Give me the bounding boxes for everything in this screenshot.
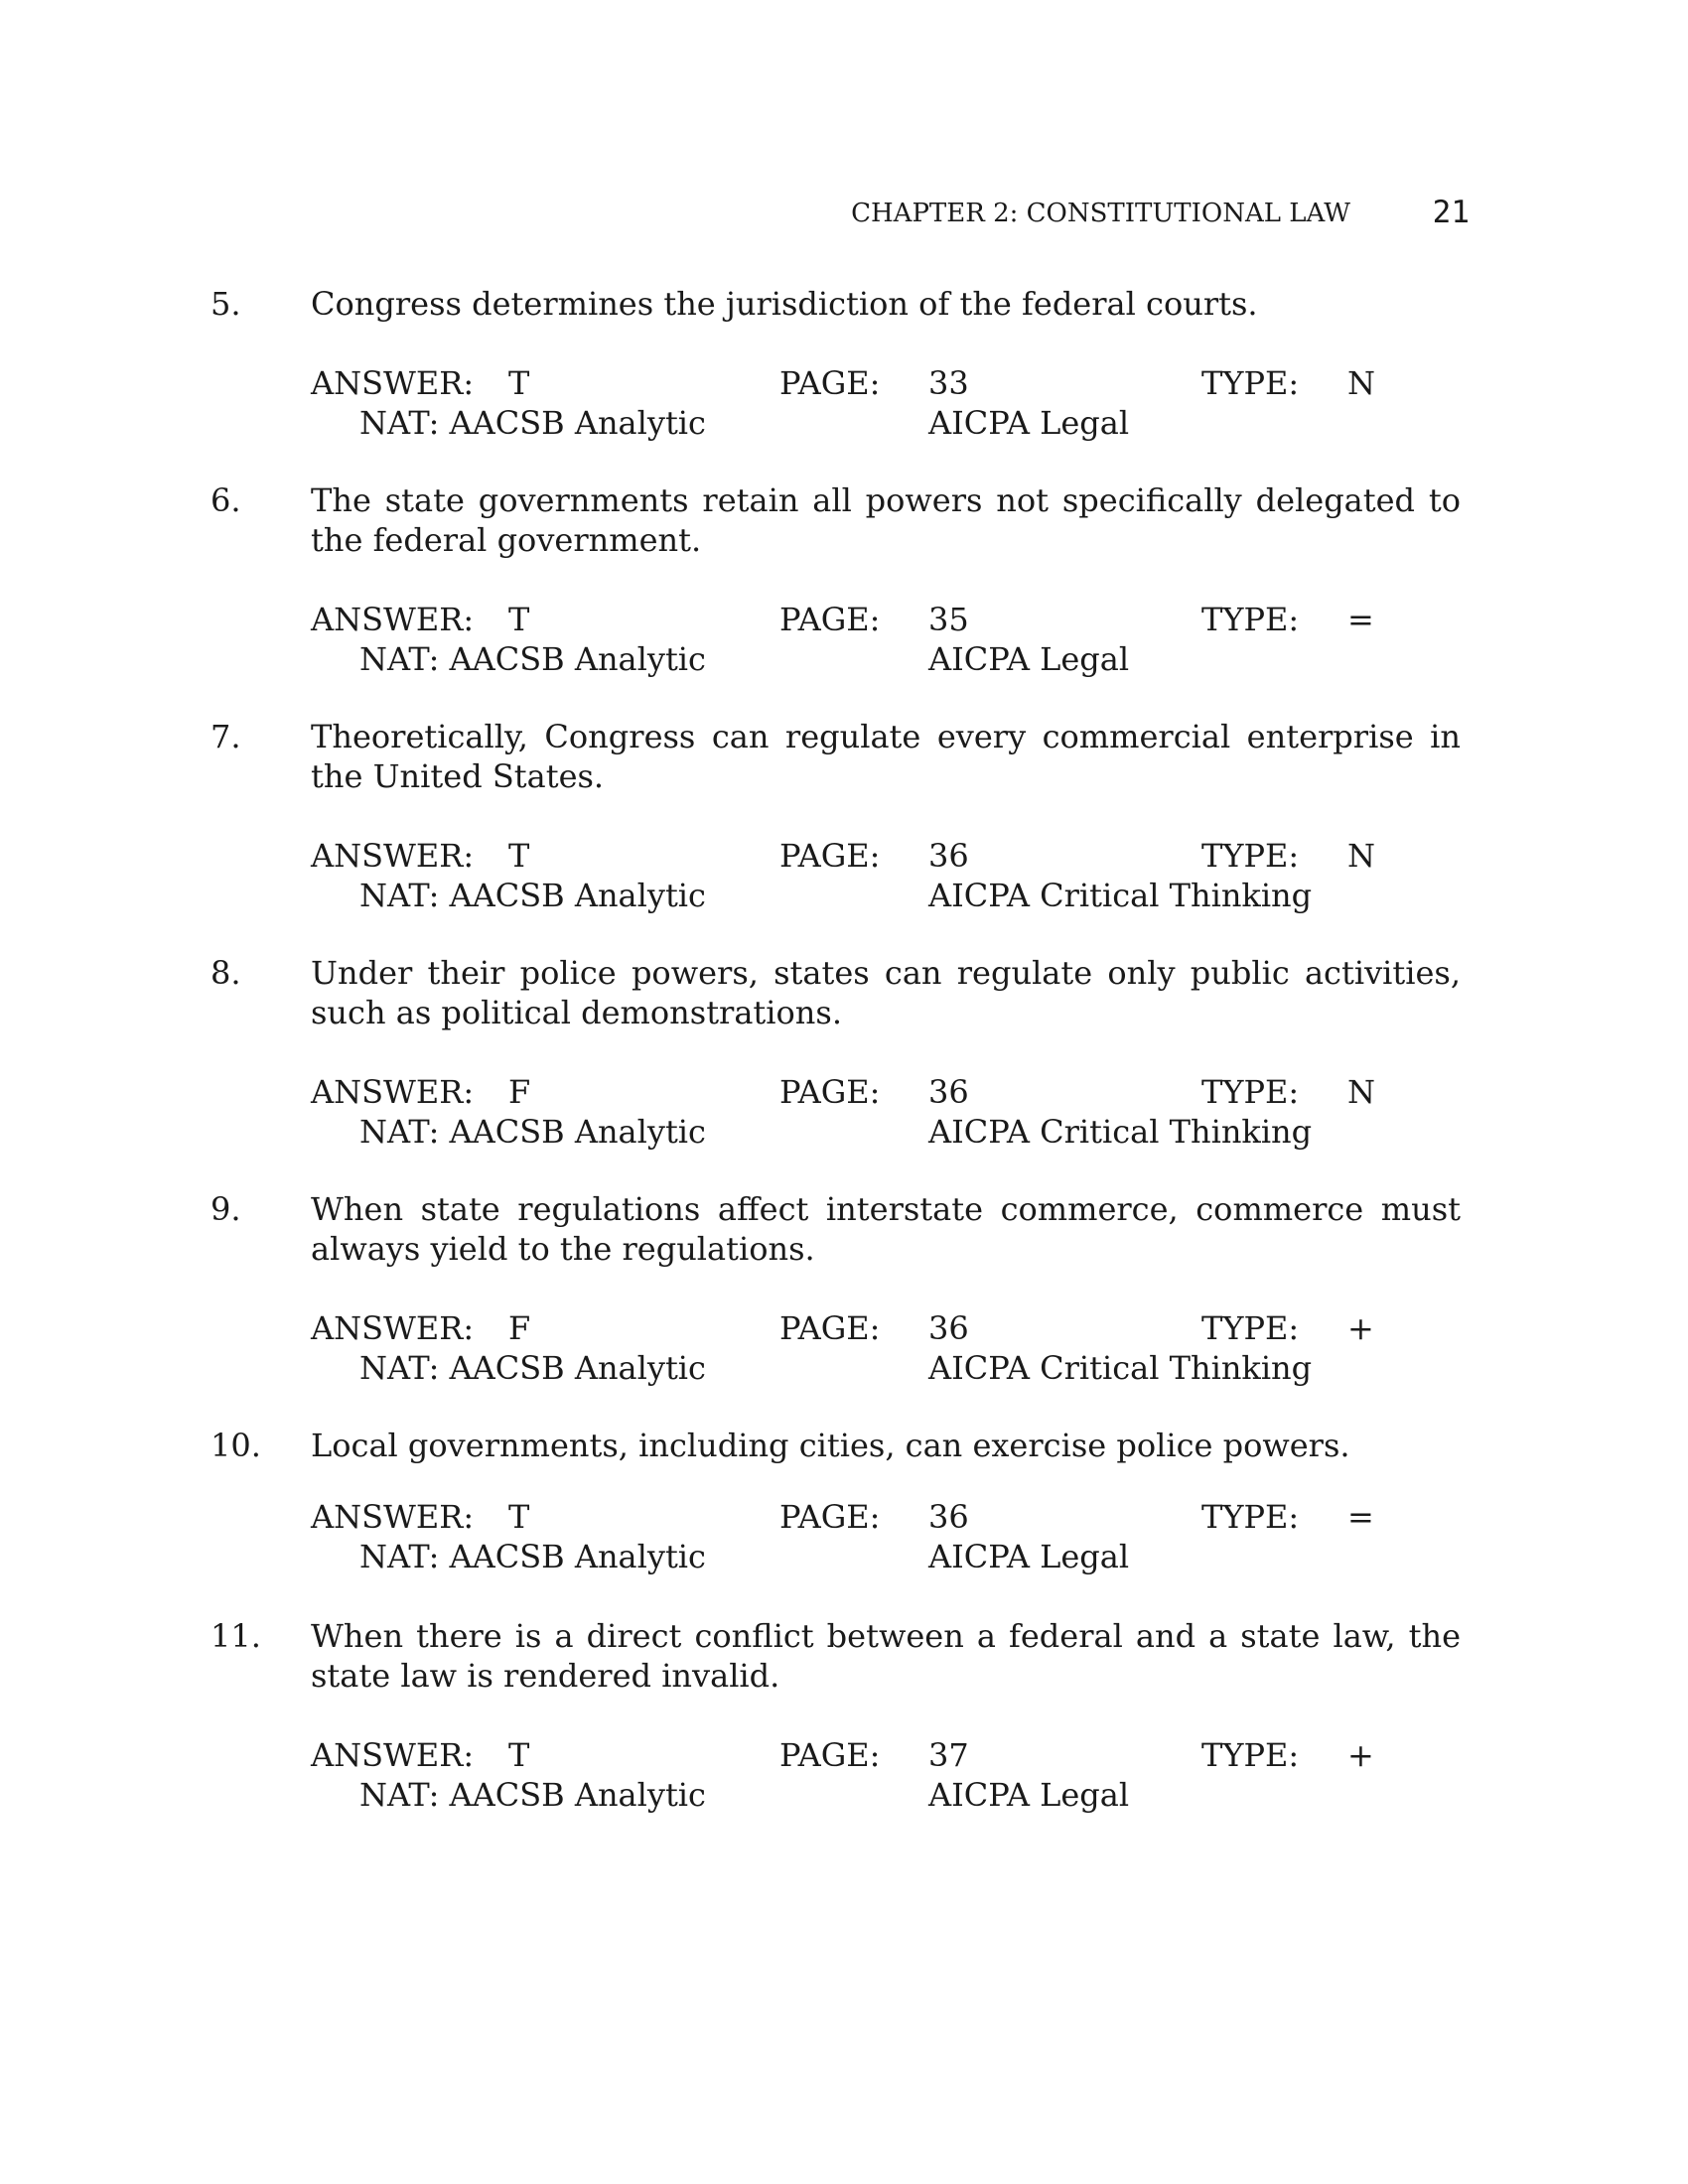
answer-row: [0, 363, 1688, 403]
question-item: [0, 1189, 1688, 1388]
nat-category: NAT: AACSB Analytic: [359, 640, 706, 678]
category-row: [0, 639, 1688, 679]
answer-label: ANSWER:: [311, 601, 475, 638]
nat-category: NAT: AACSB Analytic: [359, 404, 706, 442]
aicpa-category: AICPA Critical Thinking: [928, 1349, 1313, 1387]
answer-value: T: [508, 364, 530, 402]
question-item: [0, 717, 1688, 915]
page-number: 21: [1432, 195, 1470, 230]
question-text: Theoretically, Congress can regulate every commercial enterprise in the United States.: [311, 718, 1461, 795]
nat-category: NAT: AACSB Analytic: [359, 877, 706, 914]
question-number: 11.: [211, 1617, 261, 1655]
question-text: When there is a direct conflict between a federal and a state law, the state law is rendered invalid.: [311, 1617, 1461, 1695]
question-number: 9.: [211, 1190, 241, 1228]
answer-row: [0, 1072, 1688, 1112]
answer-row: [0, 600, 1688, 639]
page-label: PAGE:: [779, 1309, 881, 1347]
nat-category: NAT: AACSB Analytic: [359, 1538, 706, 1575]
page-value: 36: [928, 837, 969, 875]
answer-label: ANSWER:: [311, 1073, 475, 1111]
answer-label: ANSWER:: [311, 837, 475, 875]
type-label: TYPE:: [1201, 1073, 1300, 1111]
page-header: [0, 195, 1688, 238]
page-value: 36: [928, 1309, 969, 1347]
answer-value: F: [508, 1309, 531, 1347]
category-row: [0, 1348, 1688, 1388]
page-value: 37: [928, 1736, 969, 1774]
question-text: The state governments retain all powers not specifically delegated to the federal government.: [311, 481, 1461, 559]
answer-row: [0, 1497, 1688, 1537]
category-row: [0, 1112, 1688, 1152]
type-value: N: [1347, 364, 1375, 402]
page-label: PAGE:: [779, 1498, 881, 1536]
question-number: 7.: [211, 718, 241, 755]
aicpa-category: AICPA Critical Thinking: [928, 1113, 1313, 1151]
answer-label: ANSWER:: [311, 364, 475, 402]
page-label: PAGE:: [779, 1736, 881, 1774]
aicpa-category: AICPA Legal: [928, 1776, 1130, 1814]
question-number: 8.: [211, 954, 241, 992]
question-number: 10.: [211, 1427, 261, 1464]
page-value: 35: [928, 601, 969, 638]
question-item: [0, 1616, 1688, 1815]
question-text: When state regulations affect interstate commerce, commerce must always yield to the regulations.: [311, 1190, 1461, 1268]
answer-row: [0, 836, 1688, 876]
question-number: 6.: [211, 481, 241, 519]
answer-label: ANSWER:: [311, 1736, 475, 1774]
type-label: TYPE:: [1201, 364, 1300, 402]
answer-value: T: [508, 601, 530, 638]
type-label: TYPE:: [1201, 1309, 1300, 1347]
type-value: +: [1347, 1736, 1374, 1774]
nat-category: NAT: AACSB Analytic: [359, 1349, 706, 1387]
answer-label: ANSWER:: [311, 1498, 475, 1536]
nat-category: NAT: AACSB Analytic: [359, 1113, 706, 1151]
aicpa-category: AICPA Legal: [928, 1538, 1130, 1575]
type-value: =: [1347, 1498, 1374, 1536]
category-row: [0, 876, 1688, 915]
question-number: 5.: [211, 285, 241, 323]
answer-row: [0, 1735, 1688, 1775]
answer-value: T: [508, 837, 530, 875]
aicpa-category: AICPA Legal: [928, 640, 1130, 678]
category-row: [0, 403, 1688, 443]
page-label: PAGE:: [779, 601, 881, 638]
answer-value: F: [508, 1073, 531, 1111]
category-row: [0, 1775, 1688, 1815]
type-value: =: [1347, 601, 1374, 638]
aicpa-category: AICPA Legal: [928, 404, 1130, 442]
type-value: +: [1347, 1309, 1374, 1347]
type-value: N: [1347, 1073, 1375, 1111]
page-value: 36: [928, 1073, 969, 1111]
type-value: N: [1347, 837, 1375, 875]
page-value: 36: [928, 1498, 969, 1536]
answer-value: T: [508, 1736, 530, 1774]
category-row: [0, 1537, 1688, 1576]
question-text: Under their police powers, states can regulate only public activities, such as political demonstrations.: [311, 954, 1461, 1031]
page-value: 33: [928, 364, 969, 402]
type-label: TYPE:: [1201, 601, 1300, 638]
question-item: [0, 480, 1688, 679]
page-label: PAGE:: [779, 364, 881, 402]
type-label: TYPE:: [1201, 1736, 1300, 1774]
type-label: TYPE:: [1201, 837, 1300, 875]
answer-label: ANSWER:: [311, 1309, 475, 1347]
question-item: [0, 1426, 1688, 1584]
answer-row: [0, 1308, 1688, 1348]
chapter-title: CHAPTER 2: CONSTITUTIONAL LAW: [851, 199, 1350, 228]
type-label: TYPE:: [1201, 1498, 1300, 1536]
question-text: Congress determines the jurisdiction of the federal courts.: [311, 285, 1258, 323]
nat-category: NAT: AACSB Analytic: [359, 1776, 706, 1814]
question-item: [0, 953, 1688, 1152]
page-label: PAGE:: [779, 1073, 881, 1111]
page-label: PAGE:: [779, 837, 881, 875]
question-item: [0, 284, 1688, 443]
question-text: Local governments, including cities, can exercise police powers.: [311, 1427, 1350, 1464]
aicpa-category: AICPA Critical Thinking: [928, 877, 1313, 914]
answer-value: T: [508, 1498, 530, 1536]
